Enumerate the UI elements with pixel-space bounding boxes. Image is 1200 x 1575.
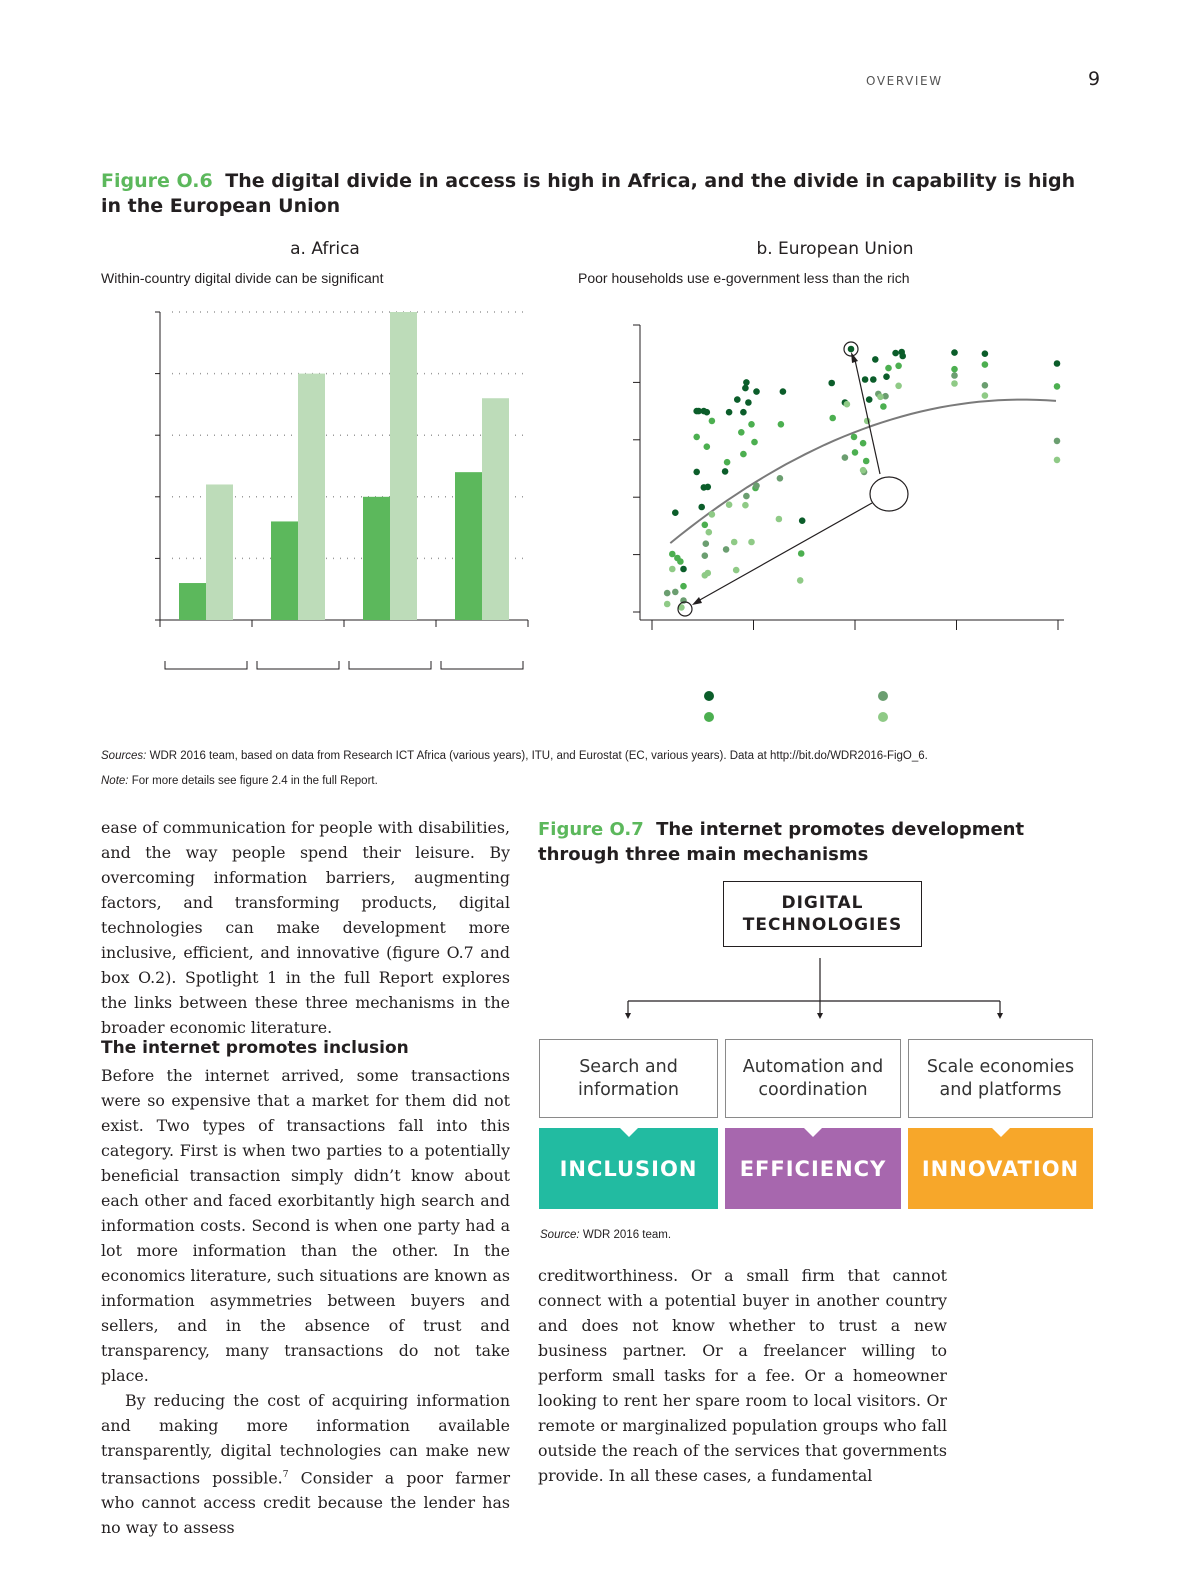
scatter-point xyxy=(706,529,713,536)
scatter-point xyxy=(872,356,879,363)
category-bracket xyxy=(257,661,339,669)
scatter-point xyxy=(863,458,870,465)
callout-arrow-up xyxy=(855,360,880,474)
scatter-point xyxy=(724,459,731,466)
figure-7-connectors xyxy=(538,950,1098,1040)
scatter-points xyxy=(664,349,1060,611)
paragraph: Before the internet arrived, some transactions were so expensive that a market for them did not exist. Two types of transactions fall into this category. First is when two parties to a potentially beneficial transaction simply didn’t know about each other and faced exorbitantly high search and information costs. Second is when one party had a lot more information than the other. In the economics literature, such situations are known as information asymmetries between buyers and sellers, and in the absence of trust and transparency, many transactions do not take place. xyxy=(101,1066,510,1385)
bar-chart-bars xyxy=(179,312,509,620)
scatter-point xyxy=(753,388,760,395)
scatter-point xyxy=(738,429,745,436)
category-bracket xyxy=(165,661,247,669)
bar xyxy=(298,374,325,620)
note-text: For more details see figure 2.4 in the full Report. xyxy=(131,775,378,787)
scatter-point xyxy=(751,439,758,446)
outcome-innovation xyxy=(908,1128,1093,1209)
scatter-point xyxy=(726,409,733,416)
mech-line1: Automation and xyxy=(742,1056,884,1077)
body-left-para2 xyxy=(101,1063,510,1540)
scatter-point xyxy=(745,399,752,406)
paragraph xyxy=(101,1388,510,1540)
legend-swatch xyxy=(878,712,888,722)
scatter-point xyxy=(693,434,700,441)
scatter-point xyxy=(1054,438,1061,445)
outcome-inclusion xyxy=(539,1128,718,1209)
scatter-point xyxy=(702,522,709,529)
panel-a-subtitle: Within-country digital divide can be significant xyxy=(101,270,384,286)
scatter-point xyxy=(742,385,749,392)
scatter-point xyxy=(951,349,958,356)
bar xyxy=(455,472,482,620)
scatter-point xyxy=(951,366,958,373)
scatter-point xyxy=(704,443,711,450)
scatter-point xyxy=(693,469,700,476)
scatter-point xyxy=(842,454,849,461)
scatter-point xyxy=(742,502,749,509)
scatter-point xyxy=(877,394,884,401)
source-text: WDR 2016 team. xyxy=(582,1229,672,1241)
mech-line1: Scale economies xyxy=(926,1056,1075,1077)
outcome-label: EFFICIENCY xyxy=(739,1156,887,1181)
panel-b-subtitle: Poor households use e-government less than the rich xyxy=(578,270,910,286)
mech-line2: information xyxy=(577,1079,679,1100)
scatter-point xyxy=(844,401,851,408)
outcome-efficiency xyxy=(725,1128,901,1209)
figure-6-label: Figure O.6 xyxy=(101,170,213,192)
scatter-point xyxy=(740,409,747,416)
page-number: 9 xyxy=(1088,68,1101,90)
scatter-point xyxy=(1054,360,1061,367)
running-head: OVERVIEW xyxy=(866,74,943,88)
notch xyxy=(991,1127,1011,1137)
scatter-point xyxy=(726,501,733,508)
scatter-point xyxy=(731,539,738,546)
scatter-point xyxy=(664,590,671,597)
scatter-point xyxy=(748,421,755,428)
figure-7-source xyxy=(540,1229,671,1241)
bar xyxy=(206,484,233,620)
para3-text-a: By reducing the cost of acquiring information and making more information available transparently, digital technologies can make new transactions possible. xyxy=(101,1391,510,1488)
scatter-point xyxy=(982,361,989,368)
scatter-point xyxy=(860,467,867,474)
scatter-point xyxy=(664,601,671,608)
figure-6-sources xyxy=(101,750,928,762)
bar xyxy=(482,398,509,620)
legend-swatch xyxy=(704,712,714,722)
figure-6-note xyxy=(101,775,378,787)
scatter-point xyxy=(852,449,859,456)
bar xyxy=(363,497,390,620)
scatter-point xyxy=(672,589,679,596)
paragraph: ease of communication for people with disabilities, and the way people spend their leisure. By overcoming information barriers, augmenting factors, and transforming products, digital technologies can make development more inclusive, efficient, and innovative (figure O.7 and box O.2). Spotlight 1 in the full Report explores the links between these three mechanisms in the broader economic literature. xyxy=(101,818,510,1037)
scatter-point xyxy=(743,493,750,500)
scatter-point xyxy=(709,511,716,518)
arrow-right xyxy=(997,1013,1003,1019)
note-label: Note: xyxy=(101,775,129,787)
scatter-point xyxy=(734,396,741,403)
scatter-point xyxy=(883,373,890,380)
bar xyxy=(390,312,417,620)
scatter-point xyxy=(895,363,902,370)
scatter-point xyxy=(982,350,989,357)
scatter-point xyxy=(780,388,787,395)
scatter-axes xyxy=(633,325,1064,630)
scatter-point xyxy=(829,415,836,422)
scatter-point xyxy=(880,403,887,410)
digital-technologies-box xyxy=(723,881,922,947)
scatter-point xyxy=(703,540,710,547)
scatter-point xyxy=(866,396,873,403)
arrowhead-down xyxy=(692,597,702,605)
bar-chart-category-brackets xyxy=(165,661,523,669)
scatter-point xyxy=(748,539,755,546)
scatter-point xyxy=(797,577,804,584)
mech-line2: coordination xyxy=(758,1079,868,1100)
scatter-legend xyxy=(704,691,888,722)
outcome-label: INNOVATION xyxy=(921,1156,1080,1181)
figure-7-title xyxy=(538,817,1058,867)
scatter-point xyxy=(828,380,835,387)
scatter-point xyxy=(702,552,709,559)
scatter-point xyxy=(740,451,747,458)
highlight-point-top xyxy=(848,346,855,353)
scatter-annotations xyxy=(678,342,908,616)
notch xyxy=(803,1127,823,1137)
panel-a-title: a. Africa xyxy=(290,239,360,259)
scatter-point xyxy=(777,475,784,482)
mechanism-scale xyxy=(908,1039,1093,1118)
scatter-point xyxy=(753,482,760,489)
figure-7-label: Figure O.7 xyxy=(538,819,644,840)
scatter-point xyxy=(798,550,805,557)
para3-text-b: Consider a poor farmer who cannot access credit because the lender has no way to assess xyxy=(101,1468,510,1538)
scatter-point xyxy=(778,421,785,428)
source-label: Source: xyxy=(540,1229,580,1241)
scatter-point xyxy=(860,440,867,447)
mech-line1: Search and xyxy=(579,1056,678,1077)
scatter-point xyxy=(951,372,958,379)
scatter-point xyxy=(743,379,750,386)
scatter-point xyxy=(669,551,676,558)
scatter-point xyxy=(862,376,869,383)
top-box-line2: TECHNOLOGIES xyxy=(742,915,903,935)
legend-swatch xyxy=(704,691,714,701)
scatter-point xyxy=(677,558,684,565)
scatter-point xyxy=(722,468,729,475)
arrow-center xyxy=(817,1013,823,1019)
scatter-point xyxy=(799,517,806,524)
mech-line2: and platforms xyxy=(939,1079,1062,1100)
scatter-point xyxy=(733,567,740,574)
scatter-point xyxy=(892,350,899,357)
scatter-point xyxy=(776,516,783,523)
scatter-point xyxy=(899,353,906,360)
scatter-point xyxy=(669,566,676,573)
scatter-point xyxy=(864,418,871,425)
paragraph: creditworthiness. Or a small firm that cannot connect with a potential buyer in another country and does not know whether to trust a new business partner. Or a freelancer willing to perform small tasks for a fee. Or a homeowner looking to rent her spare room to local visitors. Or remote or marginalized population groups who fall outside the reach of the services that governments provide. In all these cases, a fundamental xyxy=(538,1266,947,1485)
scatter-point xyxy=(851,434,858,441)
callout-circle xyxy=(870,477,908,511)
scatter-point xyxy=(698,504,705,511)
scatter-point xyxy=(951,380,958,387)
category-bracket xyxy=(349,661,431,669)
scatter-point xyxy=(1054,457,1061,464)
scatter-point xyxy=(704,409,711,416)
panel-b-title: b. European Union xyxy=(756,239,914,259)
scatter-point xyxy=(702,572,709,579)
body-right-para xyxy=(538,1263,947,1488)
figure-6-title-text: The digital divide in access is high in Africa, and the divide in capability is high in the European Union xyxy=(101,170,1076,217)
scatter-point xyxy=(1054,383,1061,390)
scatter-point xyxy=(982,392,989,399)
mechanism-search xyxy=(539,1039,718,1118)
outcome-label: INCLUSION xyxy=(559,1156,698,1181)
figure-7-title-text: The internet promotes development through three main mechanisms xyxy=(538,819,1025,865)
bar xyxy=(179,583,206,620)
scatter-point xyxy=(680,583,687,590)
sources-label: Sources: xyxy=(101,750,147,762)
scatter-point xyxy=(709,418,716,425)
top-box-line1: DIGITAL xyxy=(781,893,864,913)
scatter-point xyxy=(982,382,989,389)
scatter-point xyxy=(870,376,877,383)
scatter-point xyxy=(723,546,730,553)
mechanism-automation xyxy=(725,1039,901,1118)
scatter-point xyxy=(885,365,892,372)
scatter-point xyxy=(705,484,712,491)
body-left-para1 xyxy=(101,815,510,1040)
scatter-point xyxy=(680,566,687,573)
category-bracket xyxy=(441,661,523,669)
scatter-point xyxy=(895,383,902,390)
section-heading: The internet promotes inclusion xyxy=(101,1038,409,1058)
africa-bar-chart xyxy=(0,0,1200,760)
legend-swatch xyxy=(878,691,888,701)
sources-text: WDR 2016 team, based on data from Research ICT Africa (various years), ITU, and Eurostat (EC, various years). Data at http://bit.do/WDR2016-FigO_6. xyxy=(149,750,928,762)
footnote-ref[interactable]: 7 xyxy=(282,1470,289,1480)
scatter-point xyxy=(672,509,679,516)
arrow-left xyxy=(625,1013,631,1019)
bar xyxy=(271,521,298,620)
notch xyxy=(619,1127,639,1137)
